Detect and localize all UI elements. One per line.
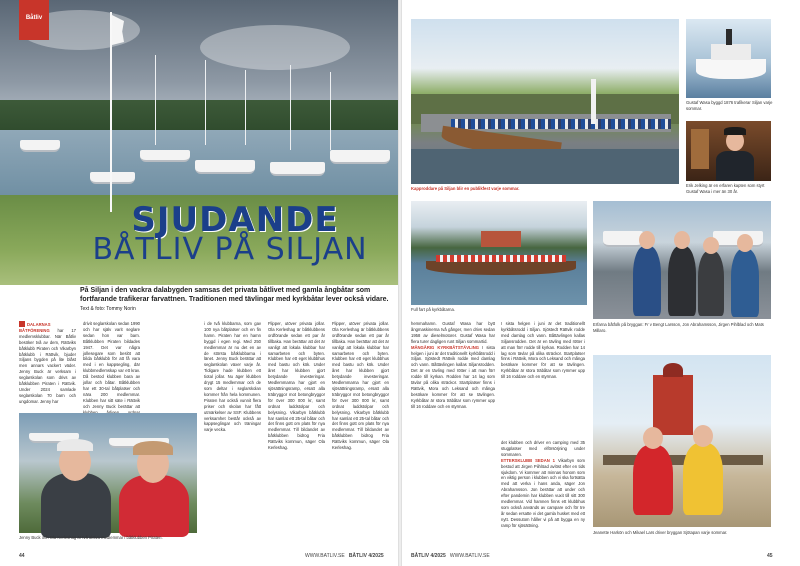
subhead-rowing: MÅNGÅRIG KYRKBÅTSTÄVLING <box>411 344 480 350</box>
portrait-caption: Jenny Buck och Ola Kerleshag är två aktiva medlemmar i båtklubben Piraten. <box>19 535 163 540</box>
column-5-text: hemmahamn. Gustaf Wasa har bytt ångmaskinerna två gånger, men drivs sedan 1958 av dieselmotorer. Gustaf Wasa har flera turer dagligen runt Siljan sommartid. <box>411 321 495 344</box>
ingress-text: På Siljan i den vackra dalabygden samsas det privata båtlivet med gamla ångbåtar som fortfarande trafikerar farvattnen. Traditionen med tävlingar med kyrkbåtar lever också vidare. <box>80 287 389 303</box>
crowd-caption-text: Kapproddare på Siljan blir en publikfest varje sommar. <box>411 186 520 191</box>
column-5-text2: I sista helgen i juni är det traditionellt kyrkbåtsrodd i Siljan. Sjöstedt Rättvik rodde med damlag och vann. Båttävlingen kallas Siljansrodden. Det är en tävling med rötter i att man förr rodde till kyrkan. Rodden har 14 lag som tävlar på olika sträckor. Startplatser finns i Rättvik, Mora och Leksand och många besökare kommer för att se tävlingen. Kyrkbåtar är stora träbåtar som rymmer upp till 16 roddare och en styrman. <box>411 344 495 409</box>
article-column-3 <box>204 321 261 531</box>
right-page-number <box>767 553 773 559</box>
section-tag: Båtliv <box>19 0 49 40</box>
photo-credit: Text & foto: Tommy Norin <box>80 306 136 312</box>
article-column-2 <box>83 321 140 411</box>
page-number: 44 <box>19 553 25 559</box>
headline-line1: SJUDANDE <box>131 200 339 240</box>
group-photo <box>593 201 771 319</box>
article-column-4b <box>332 321 389 531</box>
column-1-text: har 17 medlemsklubbar. När Båtliv besöker två av dem, Rättviks båtklubb Piraten och Vikarbyn båtklubb i Rättvik, bjuder Siljans bygden på lite blåst men annars vackert väder. Jenny Buck är verksam i seglarskolan som drivs av båtklubben Piraten i Rättvik. Under 2024 samlade seglarskolan 70 barn och ungdomar. Jenny har <box>19 327 76 404</box>
steamboat-photo <box>686 19 771 98</box>
couple-photo <box>593 355 771 527</box>
crowd-photo <box>411 19 679 184</box>
crowd-caption <box>411 186 679 192</box>
column-3-text: i de två klubbarna, som gav 100 nya båtplatser och en fin hamn. Piraten har en hamn byggd i egen regi. Med 250 medlemmar är nu det en av de största båtklubbarna i länet. Jenny Buck berättar att seglarskolan växer varje år. Tidigare hade klubben ett tiotal jollar. Nu äger klubben drygt 15 medlemmar och de som deltar i seglarskolan kommer från hela kommunen. Piraten har också vunnit flera priser och skolan har fått utmärkelser av SSF. Klubbens verksamhet består också av kappseglingar och träningar varje vecka. <box>204 321 261 433</box>
lead-in: DALARNAS BÅTFÖRENING <box>19 322 51 333</box>
column-6-text: det klubben och driver en camping med 35 stugplatser med elförsörjning under sommaren. <box>501 440 585 457</box>
article-column-4 <box>268 321 325 531</box>
article-column-1 <box>19 321 76 411</box>
ingress <box>80 286 398 314</box>
issue-label-right: BÅTLIV 4/2025 <box>411 553 446 559</box>
website-url: WWW.BATLIV.SE <box>305 553 345 559</box>
column-5b-text: I sista helgen i juni är det traditionellt kyrkbåtsrodd i Siljan. Sjöstedt Rättvik rodde med damlag och vann. Båttävlingen kallas Siljansrodden. Det är en tävling med rötter i att man förr rodde till kyrkan. Rodden har 14 lag som tävlar på olika sträckor. Startplatser finns i Rättvik, Mora och Leksand och många besökare kommer för att se tävlingen. Kyrkbåtar är stora träbåtar som rymmer upp till 16 roddare och en styrman. <box>501 321 585 380</box>
couple-caption: Jeanette Harkön och Mikael Lars driver bryggan Sjötapan varje sommar. <box>593 530 728 535</box>
issue-label: BÅTLIV 4/2025 <box>348 553 384 559</box>
column-4b-text: Flipper, utöver privata jollar. Ola Kerleshag är båtklubbens ordförande sedan ett par år tillbaka. Han berättar att det är vanligt att lokala klubbar har samarbeten och byten. Klubben har ett eget klubbhus med bastu och kök. Under året har klubben gjort betydande investeringar. Medlemmarna har gjort en sjösättningsramp, ersatt alla träbryggor mot betongbryggor för över 300 000 kr, samt ordnat laddstolpar och belysning. Vikarbyn båtklubb har samlat ett 25-tal båtar och det finns gott om plats för nya medlemmar. Till bildandet av båtklubben bidrog Fria Rättviks kommun, säger Ola Kerleshag. <box>332 321 389 451</box>
harbor-photo <box>0 0 400 232</box>
column-6-text2: Vikarbyn som bestod att Jirgen Piihlöad avlöst efter en tids sjukdom. Vi kommer att minnas honom som en viktig person i klubben och vi ska fortsätta med att verka i hans anda, säger Jon Abrahamsson. Jon berättar att under och efter pandemin har klubben vuxit till sitt 300 medlemmar. Vid hamnen finns ett klubbhus som också används av campare och för tre år sedan ersatte vi det gamla husket med ett nytt. Dessutom håller vi på att bygga en ny ramp för sjösättning. <box>501 457 585 528</box>
left-page-number <box>19 553 25 559</box>
right-footer <box>411 553 490 559</box>
website-url-right: WWW.BATLIV.SE <box>449 553 490 559</box>
article-column-5 <box>411 321 495 551</box>
captain-photo <box>686 121 771 181</box>
group-caption: Erfarna båtfolk på bryggan: Fr v Bengt Larsson, Jon Abrahamsson, Jirgen Pihlblad och Mats Millaro. <box>593 322 764 333</box>
left-footer <box>305 553 384 559</box>
column-4-text: Flipper, utöver privata jollar. Ola Kerleshag är båtklubbens ordförande sedan ett par år tillbaka. Han berättar att det är vanligt att lokala klubbar har samarbeten och byten. Klubben har ett eget klubbhus med bastu och kök. Under året har klubben gjort betydande investeringar. Medlemmarna har gjort en sjösättningsramp, ersatt alla träbryggor mot betongbryggor för över 300 000 kr, samt ordnat laddstolpar och belysning. Vikarbyn båtklubb har samlat ett 25-tal båtar och det finns gott om plats för nya medlemmar. Till bildandet av båtklubben bidrog Fria Rättviks kommun, säger Ola Kerleshag. <box>268 321 325 451</box>
portrait-photo <box>19 413 197 533</box>
rowing-caption: Full fart på kyrkbåtarna. <box>411 307 455 312</box>
page-number-right: 45 <box>767 553 773 559</box>
steamboat-caption: Gustaf Wasa byggd 1876 trafikerar Siljan varje sommar. <box>686 100 773 111</box>
headline-line2: BÅTLIV PÅ SILJAN <box>92 232 368 267</box>
column-2-text: drivit seglarskolan sedan 1990 och har själv varit seglare sedan hon var barn. Båtklubben Piraten bildades 1947. Det var några jollesegare som beslöt att bilda båtklubb för att få vara med i en kappsegling, där klubbmedlemskap var ett krav. Då bestod klubben bara av jollar och båtar. Båtklubben har ett 30-tal båtplatser och nära 200 medlemmar. Klubben har sitt säte i Rättvik och Jenny Buck berättar att <box>83 321 140 409</box>
subhead-club: ETTERSKLUBB SEDAN 1 <box>501 457 556 463</box>
rowing-photo <box>411 201 587 305</box>
dropmark-icon <box>19 321 25 327</box>
article-column-6 <box>501 440 585 550</box>
captain-caption: Erik Jelking är en erfaren kapten som styrt Gustaf Wasa i mer än 30 år. <box>686 183 765 194</box>
